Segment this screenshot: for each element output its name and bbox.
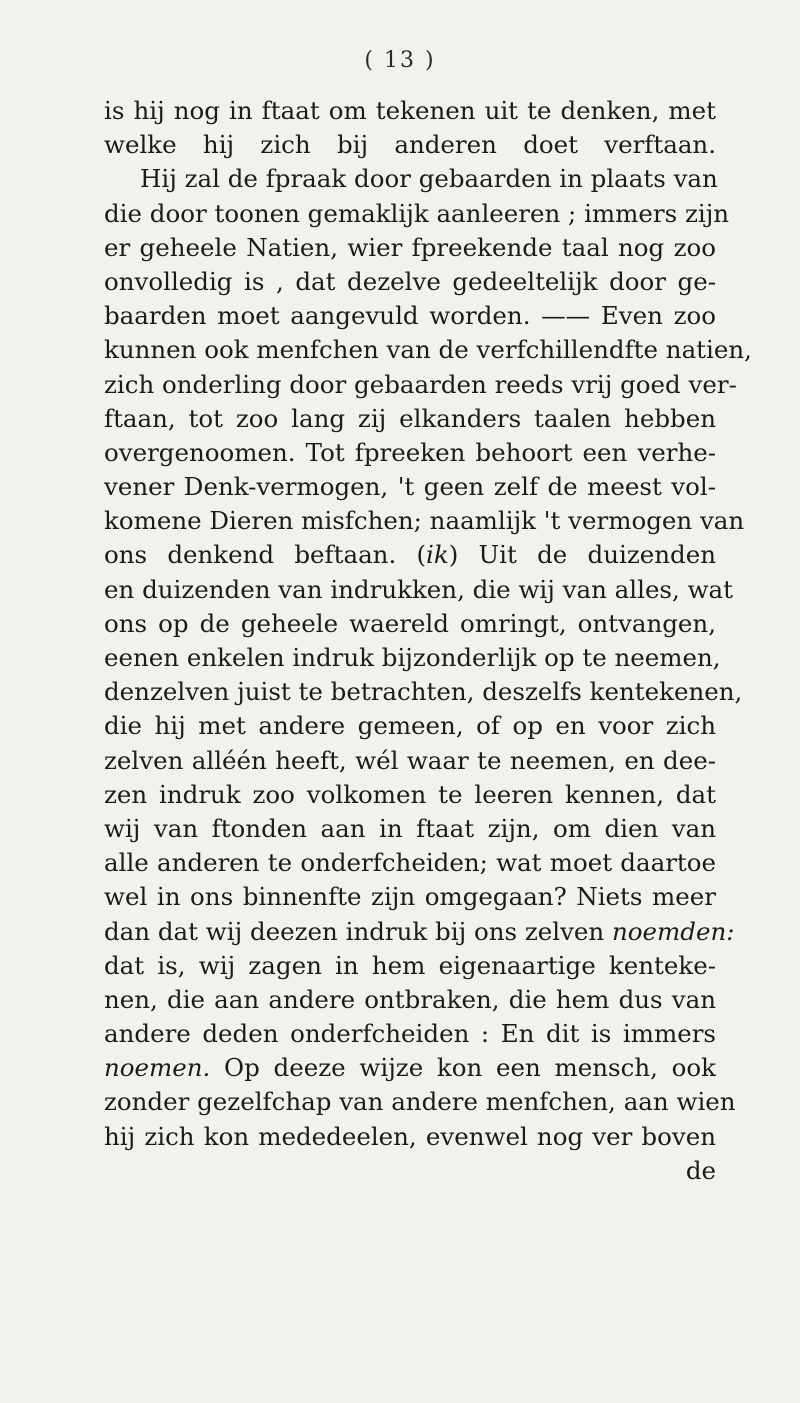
text-fragment: ftaan, tot zoo lang zij elkanders taalen hebben	[104, 403, 716, 433]
text-line	[104, 333, 752, 367]
text-fragment: dan dat wij deezen indruk bij ons zelven	[104, 916, 612, 946]
text-line	[104, 573, 734, 607]
page-number: ( 13 )	[364, 48, 436, 73]
text-fragment: eenen enkelen indruk bijzonderlijk op te neemen,	[104, 643, 721, 672]
text-line	[104, 641, 721, 675]
text-fragment: welke hij zich bij anderen doet verftaan.	[104, 130, 716, 160]
text-line	[104, 538, 716, 572]
text-fragment: die door toonen gemaklijk aanleeren ; immers zijn	[104, 198, 730, 228]
text-fragment: ons op de geheele waereld omringt, ontvangen,	[104, 608, 716, 638]
text-fragment: vener Denk-vermogen, 't geen zelf de meest vol-	[104, 472, 716, 502]
text-line	[104, 402, 716, 436]
text-fragment: Op deeze wijze kon een mensch, ook	[210, 1053, 716, 1083]
text-fragment: wij van ftonden aan in ftaat zijn, om dien van	[104, 813, 716, 843]
text-fragment: zen indruk zoo volkomen te leeren kennen, dat	[104, 779, 716, 809]
text-line	[104, 675, 743, 709]
text-fragment: ) Uit de duizenden	[448, 540, 716, 570]
body-text	[104, 94, 752, 1188]
text-fragment: kunnen ook menfchen van de verfchillendfte natien,	[104, 335, 752, 365]
italic-text: ik	[426, 540, 449, 570]
text-line	[104, 265, 716, 299]
text-fragment: denzelven juist te betrachten, deszelfs kentekenen,	[104, 677, 743, 707]
text-fragment: nen, die aan andere ontbraken, die hem dus van	[104, 984, 716, 1014]
text-fragment: overgenoomen. Tot fpreeken behoort een verhe-	[104, 437, 716, 467]
text-line	[104, 880, 716, 914]
text-line	[104, 778, 716, 812]
text-line	[104, 983, 716, 1017]
text-fragment: andere deden onderfcheiden : En dit is immers	[104, 1019, 716, 1049]
text-line	[104, 607, 716, 641]
text-fragment: komene Dieren misfchen; naamlijk 't vermogen van	[104, 506, 745, 536]
text-fragment: de	[685, 1155, 716, 1185]
text-fragment: dat is, wij zagen in hem eigenaartige kenteke-	[104, 950, 716, 980]
text-line	[104, 368, 737, 402]
text-fragment: is hij nog in ftaat om tekenen uit te denken, met	[104, 96, 716, 125]
text-line	[104, 949, 716, 983]
text-fragment: baarden moet aangevuld worden. —— Even zoo	[104, 301, 716, 331]
text-line	[104, 470, 716, 504]
text-line	[104, 504, 745, 538]
text-fragment: zelven alléén heeft, wél waar te neemen, en dee-	[104, 745, 716, 775]
text-line	[104, 1017, 716, 1051]
text-line	[104, 915, 735, 949]
text-fragment: wel in ons binnenfte zijn omgegaan? Niets meer	[104, 882, 716, 912]
text-line	[104, 231, 716, 265]
text-fragment: ons denkend beftaan. (	[104, 540, 427, 570]
italic-text: noemden:	[612, 916, 735, 946]
text-line	[104, 162, 716, 196]
text-line	[104, 436, 716, 470]
text-line	[104, 812, 716, 846]
text-fragment: onvolledig is , dat dezelve gedeeltelijk door ge-	[104, 266, 716, 296]
text-fragment: Hij zal de fpraak door gebaarden in plaats van	[140, 164, 718, 194]
text-line	[104, 1051, 716, 1085]
italic-text: noemen.	[104, 1053, 211, 1083]
text-fragment: zich onderling door gebaarden reeds vrij goed ver-	[104, 369, 737, 399]
text-line	[104, 1085, 736, 1119]
text-line	[104, 128, 716, 162]
text-line	[104, 846, 716, 880]
text-fragment: die hij met andere gemeen, of op en voor zich	[104, 711, 716, 741]
text-fragment: alle anderen te onderfcheiden; wat moet daartoe	[104, 848, 716, 878]
text-line	[104, 709, 716, 743]
text-line	[104, 197, 730, 231]
text-fragment: hij zich kon mededeelen, evenwel nog ver boven	[104, 1121, 716, 1151]
text-line	[104, 1154, 716, 1188]
text-line	[104, 744, 716, 778]
text-line	[104, 94, 716, 128]
text-fragment: en duizenden van indrukken, die wij van alles, wat	[104, 574, 734, 604]
text-fragment: er geheele Natien, wier fpreekende taal nog zoo	[104, 232, 716, 262]
text-fragment: zonder gezelfchap van andere menfchen, aan wien	[104, 1087, 736, 1117]
text-line	[104, 299, 716, 333]
text-line	[104, 1120, 716, 1154]
